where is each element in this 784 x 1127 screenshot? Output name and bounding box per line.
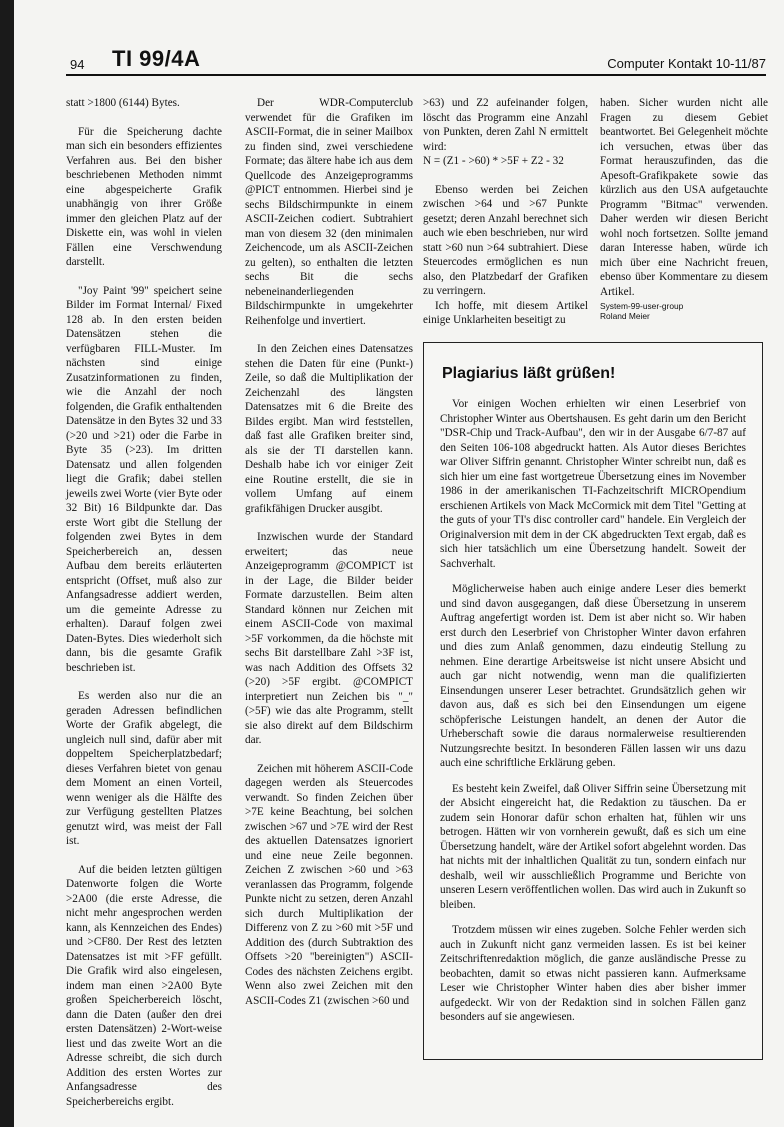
paragraph: >63) und Z2 aufeinander folgen, löscht das Programm eine Anzahl von Punkten, deren Zahl N ermittelt wird: xyxy=(423,97,588,153)
paragraph: statt >1800 (6144) Bytes. xyxy=(66,97,180,109)
article-column-3 xyxy=(423,96,588,328)
page-number: 94 xyxy=(70,57,85,72)
page-header xyxy=(66,46,766,76)
paragraph: Es besteht kein Zweifel, daß Oliver Siffrin seine Übersetzung mit der Absicht eingereicht hat, die Redaktion zu täuschen. Da er zudem sein Honorar dafür schon erhalten hat, fühlen wir uns betrogen. Hätten wir von vornherein gewußt, daß es sich um eine Übersetzung handelt, wäre der Artikel sofort abgelehnt worden. Das hat nichts mit der inhaltlichen Qualität zu tun, sondern einfach nur deshalb, weil wir ausschließlich Programme und Berichte von unseren Lesern veröffentlichen wollen. Das wird auch in Zukunft so bleiben. xyxy=(440,782,746,911)
paragraph: Ich hoffe, mit diesem Artikel einige Unklarheiten beseitigt zu xyxy=(423,299,588,326)
author-name: Roland Meier xyxy=(600,311,650,321)
scan-binding-edge xyxy=(0,0,14,1127)
article-column-1 xyxy=(66,96,222,1109)
paragraph: Trotzdem müssen wir eines zugeben. Solche Fehler werden sich auch in Zukunft nicht ganz vermeiden lassen. Es ist bei keiner Zeitschriftenredaktion möglich, die ganze ausländische Presse zu beobachten, damit so etwas nicht passieren kann. Aufmerksame Leser wie Christopher Winter haben dies aber bisher immer aufgedeckt. Wir von der Redaktion sind in solchen Fällen ganz besonders auf sie angewiesen. xyxy=(440,924,746,1023)
paragraph: "Joy Paint '99" speichert seine Bilder im Format Internal/ Fixed 128 ab. In den ersten beiden Datensätzen stehen die verfügbaren FILL-Muster. Im nächsten sind einige Zusatzinformationen zu finden, wie die Anzahl der noch folgenden, die Grafik enthaltenden Datensätze in den Bytes 32 und 33 (>20 und >21) oder die Farbe in Byte 35 (>23). Im dritten Datensatz und allen folgenden liegt die Grafik; dabei stellen jeweils zwei Worte (vier Byte oder 32 Bit) 16 Bildpunkte dar. Das erste Wort gibt die Stellung der folgenden zwei Bytes in dem Speicherbereich an, dessen Aufbau dem bereits erläuterten entspricht (Offset, muß also zur Anfangsadresse addiert werden, um die gemeinte Adresse zu erhalten). Darauf folgen zwei Daten-Bytes. Dies wiederholt sich dann, bis die gesamte Grafik beschrieben ist. xyxy=(66,284,222,674)
issue-label: Computer Kontakt 10-11/87 xyxy=(607,56,766,71)
paragraph: haben. Sicher wurden nicht alle Fragen zu diesem Gebiet beantwortet. Bei Gelegenheit möchte ich versuchen, etwas über das Format herauszufinden, das die Apesoft-Grafikpakete sowie das kürzlich aus den USA aufgetauchte Programm "Bitmac" verwenden. Daher werden wir diesen Bericht wohl noch fortsetzen. Sollte jemand daran Interesse haben, würde ich mich über eine Nachricht freuen, ebenso über Kommentare zu diesem Artikel. xyxy=(600,97,768,298)
formula: N = (Z1 - >60) * >5F + Z2 - 32 xyxy=(423,155,564,167)
paragraph: Zeichen mit höherem ASCII-Code dagegen werden als Steuercodes verwandt. So finden Zeichen über >7E keine Beachtung, bei solchen zwischen >67 und >7E wird der Rest des aktuellen Datensatzes ignoriert und eine neue Zeile begonnen. Zeichen Z zwischen >60 und >63 veranlassen das Programm, folgende Punkte nicht zu setzen, deren Anzahl sich durch Multiplikation der Differenz von Z zu >60 mit >5F und Addition des (durch Subtraktion des Offsets >20 "bereinigten") ASCII-Codes des nächsten Zeichens ergibt. Wenn also zwei Zeichen mit den ASCII-Codes Z1 (zwischen >60 und xyxy=(245,762,413,1007)
paragraph: Der WDR-Computerclub verwendet für die Grafiken im ASCII-Format, die in seiner Mailbox zu finden sind, zwei verschiedene Formate; das ältere habe ich aus dem Quellcode des Anzeigeprogramms @PICT entnommen. Hierbei sind je sechs Bildschirmpunkte in einem ASCII-Zeichen codiert. Subtrahiert man von diesem 32 (den minimalen Zeichencode, um als ASCII-Zeichen zu gelten), so enthalten die letzten sechs Bit die sechs nebeneinanderliegenden Bildschirmpunkte in umgekehrter Reihenfolge und invertiert. xyxy=(245,97,413,327)
box-title: Plagiarius läßt grüßen! xyxy=(442,365,616,382)
paragraph: Es werden also nur die an geraden Adressen befindlichen Worte der Grafik abgelegt, die ungleich null sind, dafür aber mit doppeltem Speicherplatzbedarf; dieses Verfahren bietet von genau dem Moment an einen Vorteil, wenn weniger als die Hälfte des zur Verfügung gestellten Platzes genutzt wird, was meist der Fall ist. xyxy=(66,690,222,847)
paragraph: Möglicherweise haben auch einige andere Leser dies bemerkt und sind davon ausgegangen, daß diese Übersetzung in unserem Auftrag angefertigt worden ist. Dem ist aber nicht so. Wir haben erst durch den Leserbrief von Christopher Winter davon erfahren und dies zum Anlaß genommen, dazu eindeutig Stellung zu nehmen. Eine derartige Arbeitsweise ist nicht unsere Absicht und auch gar nicht notwendig, wenn man die qualifizierten Einsendungen unserer Leser betrachtet. Grundsätzlich gehen wir davon aus, daß es sich bei den Einsendungen um eigene schöpferische Leistungen handelt, an denen der Autor die Urheberschaft sowie die daraus normalerweise resultierenden Nutzungsrechte besitzt. In besonderen Fällen lassen wir uns dazu auch eine schriftliche Erklärung geben. xyxy=(440,583,746,769)
article-column-2 xyxy=(245,96,413,1008)
box-body xyxy=(440,397,746,1036)
paragraph: Auf die beiden letzten gültigen Datenworte folgen die Worte >2A00 (die erste Adresse, die nicht mehr angesprochen werden kann, als Kennzeichen des Endes) und >CF80. Der Rest des letzten Datensatzes ist mit >FF gefüllt. Die Grafik wird also eingelesen, indem man einen >2A00 Byte großen Speicherbereich löscht, dann die Daten (außer den drei ersten Datensätzen) 2-Wort-weise liest und das zweite Wort an die Adresse schreibt, die sich durch Addition des ersten Wortes zur Anfangsadresse des Speicherbereichs ergibt. xyxy=(66,863,222,1108)
paragraph: Ebenso werden bei Zeichen zwischen >64 und >67 Punkte gesetzt; deren Anzahl berechnet sich auch wie eben beschrieben, nur wird statt >60 nun >64 subtrahiert. Diese Steuercodes ermöglichen es nun also, den Platzbedarf der Grafiken zu verringern. xyxy=(423,183,588,297)
paragraph: In den Zeichen eines Datensatzes stehen die Daten für eine (Punkt-) Zeile, so daß die Multiplikation der Zeichenzahl des längsten Datensatzes mit 6 die Breite des Bildes ergibt. Man wird feststellen, daß fast alle Grafiken breiter sind, als sie der TI darstellen kann. Deshalb habe ich vor einiger Zeit eine Routine erstellt, die sie in vollem Umfang auf einem grafikfähigen Drucker ausgibt. xyxy=(245,343,413,515)
author-group: System-99-user-group xyxy=(600,301,684,311)
paragraph: Vor einigen Wochen erhielten wir einen Leserbrief von Christopher Winter aus Obertshausen. Es geht darin um den Bericht "DSR-Chip und Track-Aufbau", den wir in der Ausgabe 6/7-87 auf den Seiten 106-108 abgedruckt hatten. Als Autor dieses Berichtes war Oliver Siffrin genannt. Christopher Winter schreibt nun, daß es sich hier um eine fast wortgetreue Übersetzung eines im November 1986 in der amerikanischen TI-Fachzeitschrift MICROpendium erschienen Artikels von Mack McCormick mit dem Titel "Getting at the guts of your TI's disc controller card" handele. Ein Vergleich der Originalversion mit dem in der CK abgedruckten Text ergab, daß es sich hier tatsächlich um eine Übersetzung handelt. Soweit der Sachverhalt. xyxy=(440,398,746,570)
magazine-section-title: TI 99/4A xyxy=(112,46,201,71)
paragraph: Für die Speicherung dachte man sich ein besonders effizientes Verfahren aus. Bei den bisher beschriebenen Methoden nimmt eine abgespeicherte Grafik unabhängig von ihrer Größe immer den gleichen Platz auf der Diskette ein, was wohl in vielen Fällen eine Verschwendung darstellt. xyxy=(66,125,222,268)
article-column-4 xyxy=(600,96,768,321)
notice-box xyxy=(423,342,763,1060)
paragraph: Inzwischen wurde der Standard erweitert; das neue Anzeigeprogramm @COMPICT ist in der Lage, die Bilder beider Formate darzustellen. Beim alten Standard können nur Zeichen mit einem ASCII-Code von maximal >5F vorkommen, da die höchste mit sechs Bit darstellbare Zahl >3F ist, was nach Addition des Offsets 32 (>20) >5F ergibt. @COMPICT interpretiert nun Zeichen bis "_" (>5F) wie das alte Programm, stellt sie also direkt auf dem Bildschirm dar. xyxy=(245,531,413,746)
